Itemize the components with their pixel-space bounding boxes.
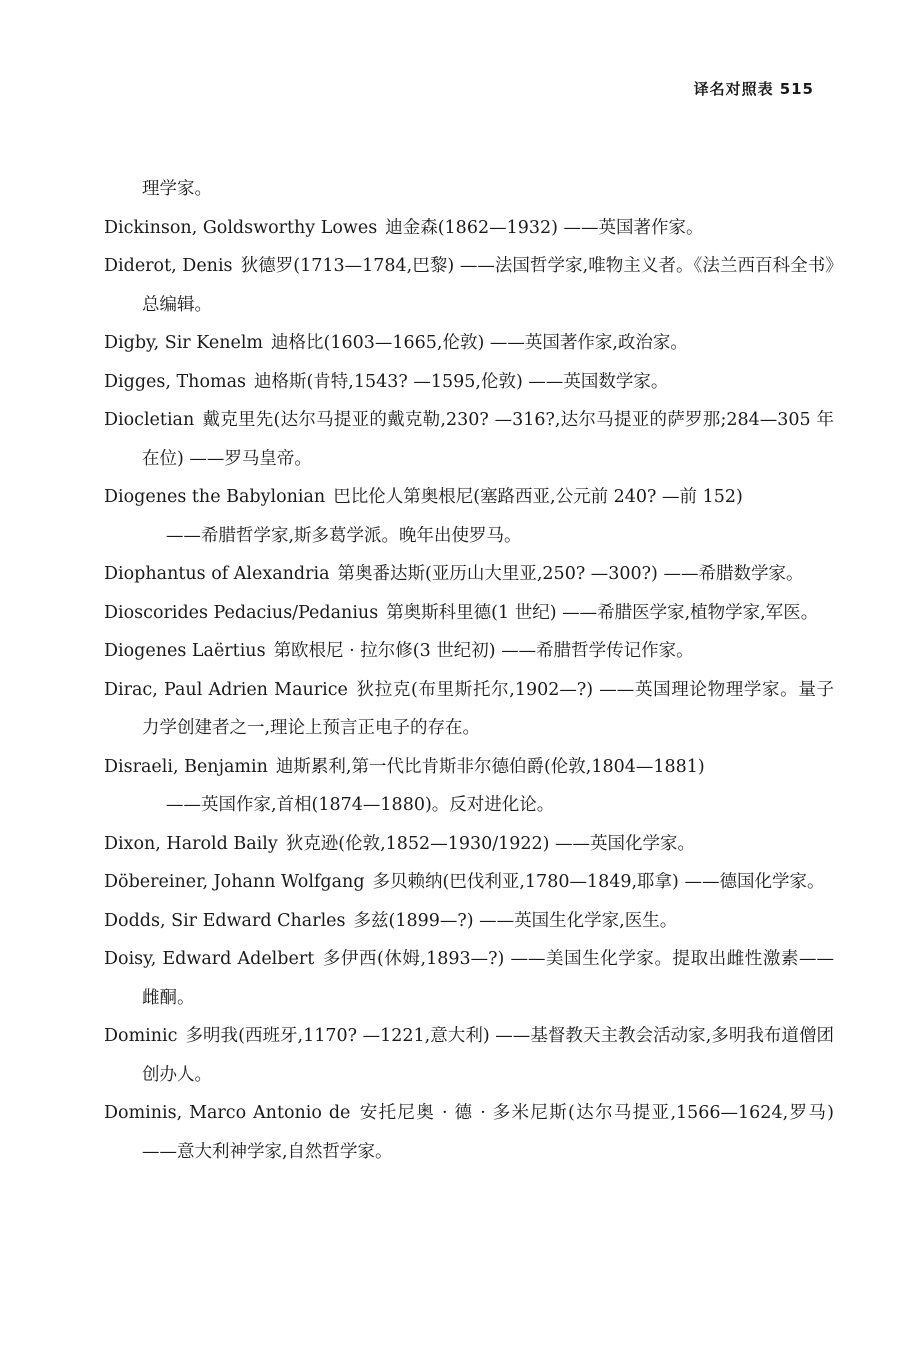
glossary-entry: [104, 594, 834, 633]
entry-translation: 狄德罗(1713—1784,巴黎) ——法国哲学家,唯物主义者。《法兰西百科全书》总编辑。: [142, 256, 835, 315]
glossary-entry: [104, 247, 834, 324]
entry-term: Digges, Thomas: [104, 371, 246, 392]
glossary-entry: [104, 1094, 834, 1171]
entry-translation: 多明我(西班牙,1170? —1221,意大利) ——基督教天主教会活动家,多明我布道僧团创办人。: [142, 1026, 834, 1085]
entry-term: Diogenes the Babylonian: [104, 487, 326, 507]
entry-term: Diocletian: [104, 410, 195, 430]
glossary-entry: [104, 902, 834, 941]
entry-translation: 巴比伦人第奥根尼(塞路西亚,公元前 240? —前 152): [333, 487, 743, 507]
glossary-entry: [104, 1017, 834, 1094]
entry-description: ——英国作家,首相(1874—1880)。反对进化论。: [166, 795, 555, 815]
glossary-entry: [104, 940, 834, 1017]
continuation-text: 理学家。: [142, 179, 212, 199]
glossary-entry: [104, 555, 834, 594]
running-header: [694, 78, 814, 99]
entry-term: Dirac, Paul Adrien Maurice: [104, 679, 348, 700]
glossary-entry: [104, 363, 834, 402]
entry-translation: 多兹(1899—?) ——英国生化学家,医生。: [353, 910, 678, 931]
entry-translation: 安托尼奥 · 德 · 多米尼斯(达尔马提亚,1566—1624,罗马) ——意大利神学家,自然哲学家。: [142, 1103, 834, 1162]
entry-translation: 迪格比(1603—1665,伦敦) ——英国著作家,政治家。: [271, 333, 688, 353]
glossary-entry: [104, 825, 834, 864]
entry-term: Doisy, Edward Adelbert: [104, 949, 315, 969]
page-number: 515: [779, 80, 814, 98]
continuation-line: [104, 170, 834, 209]
entry-translation: 戴克里先(达尔马提亚的戴克勒,230? —316?,达尔马提亚的萨罗那;284—305 年在位) ——罗马皇帝。: [142, 410, 834, 469]
entry-translation: 狄克逊(伦敦,1852—1930/1922) ——英国化学家。: [285, 833, 696, 854]
entry-term: Dodds, Sir Edward Charles: [104, 910, 346, 931]
glossary-entry: [104, 324, 834, 363]
entry-term: Dickinson, Goldsworthy Lowes: [104, 217, 378, 238]
glossary-entry: [104, 401, 834, 478]
entry-translation: 迪斯累利,第一代比肯斯非尔德伯爵(伦敦,1804—1881): [275, 756, 705, 777]
entry-translation: 迪金森(1862—1932) ——英国著作家。: [385, 217, 704, 238]
glossary-entry: [104, 671, 834, 748]
entry-translation: 多贝赖纳(巴伐利亚,1780—1849,耶拿) ——德国化学家。: [372, 872, 825, 892]
entry-term: Dominis, Marco Antonio de: [104, 1103, 351, 1123]
entry-translation: 多伊西(休姆,1893—?) ——美国生化学家。提取出雌性激素——雌酮。: [142, 949, 834, 1008]
entry-term: Dioscorides Pedacius/Pedanius: [104, 602, 379, 623]
entry-term: Diophantus of Alexandria: [104, 564, 330, 584]
entry-translation: 第欧根尼 · 拉尔修(3 世纪初) ——希腊哲学传记作家。: [273, 641, 694, 661]
entry-term: Döbereiner, Johann Wolfgang: [104, 872, 365, 892]
entry-description: ——希腊哲学家,斯多葛学派。晚年出使罗马。: [166, 525, 522, 546]
entry-term: Digby, Sir Kenelm: [104, 333, 264, 353]
header-title: 译名对照表: [693, 80, 774, 98]
entry-translation: 狄拉克(布里斯托尔,1902—?) ——英国理论物理学家。量子力学创建者之一,理论上预言正电子的存在。: [142, 679, 834, 738]
glossary-entry: [104, 863, 834, 902]
entry-term: Diogenes Laërtius: [104, 641, 266, 661]
glossary-entry: [104, 209, 834, 248]
glossary-entry: [104, 632, 834, 671]
entry-translation: 第奥番达斯(亚历山大里亚,250? —300?) ——希腊数学家。: [337, 564, 804, 584]
glossary-entry: [104, 748, 834, 825]
entry-translation: 迪格斯(肯特,1543? —1595,伦敦) ——英国数学家。: [253, 371, 669, 392]
entry-term: Dixon, Harold Baily: [104, 833, 278, 854]
glossary-entries: [104, 170, 834, 1171]
glossary-entry: [104, 478, 834, 555]
entry-term: Disraeli, Benjamin: [104, 756, 268, 777]
entry-translation: 第奥斯科里德(1 世纪) ——希腊医学家,植物学家,军医。: [386, 602, 819, 623]
entry-term: Dominic: [104, 1026, 178, 1046]
entry-term: Diderot, Denis: [104, 256, 233, 276]
